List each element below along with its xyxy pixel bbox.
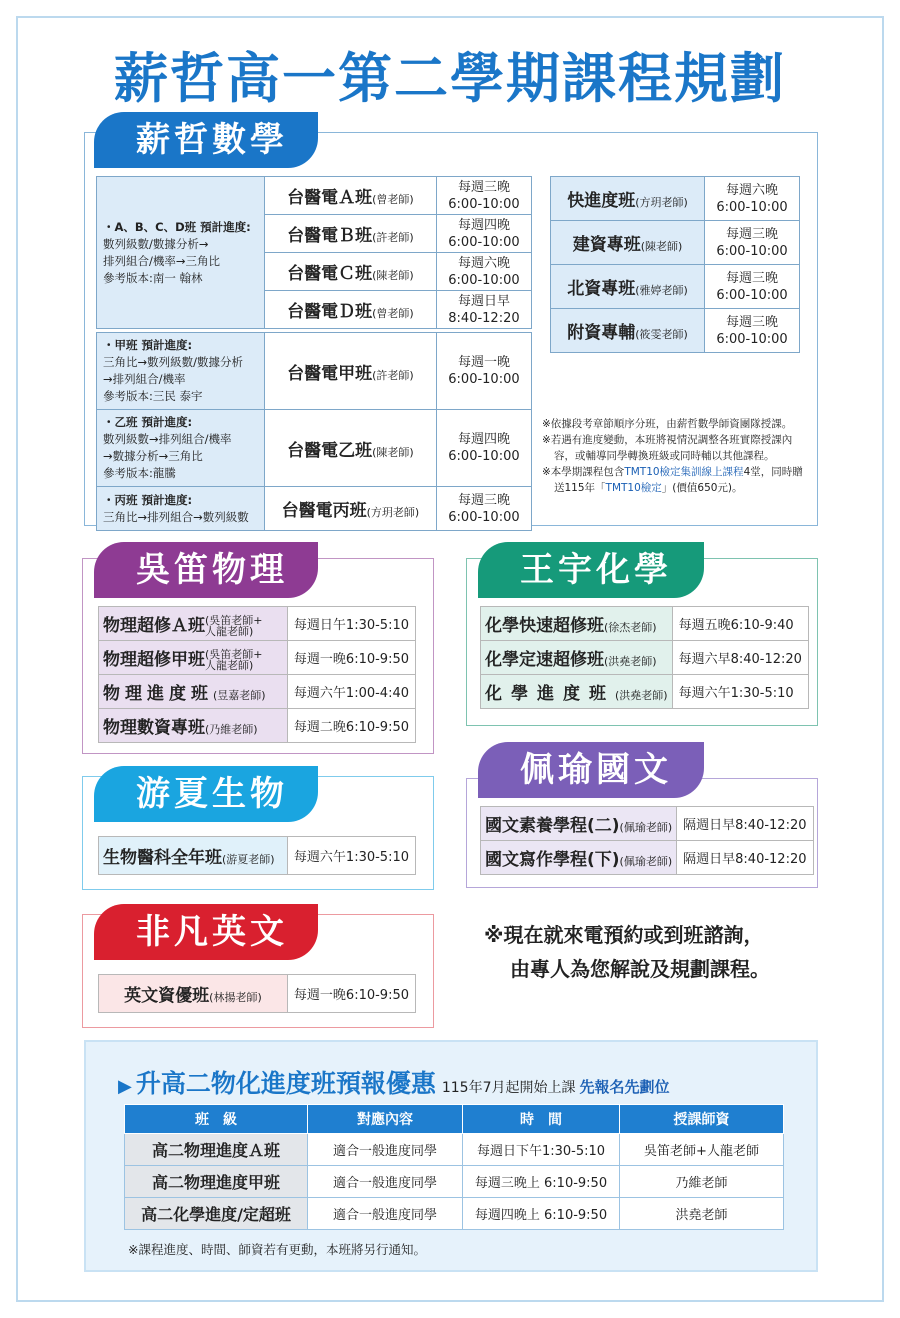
english-tab: 非凡英文 (94, 904, 318, 960)
class-name: 化學進度班(洪堯老師) (481, 675, 673, 709)
group2-line: 數列級數→排列組合/機率 (103, 432, 232, 446)
class-name: 台醫電甲班(許老師) (264, 333, 436, 410)
biology-table (98, 836, 416, 875)
group1-line: ・A、B、C、D班 預計進度: (103, 219, 251, 234)
math-group2-table (96, 332, 532, 531)
class-time: 每週三晚 6:00-10:00 (436, 177, 531, 215)
class-time: 每週三晚 6:00-10:00 (705, 265, 800, 309)
column-header: 班 級 (125, 1105, 308, 1134)
column-header: 對應內容 (308, 1105, 463, 1134)
physics-tab: 吳笛物理 (94, 542, 318, 598)
class-name: 物理超修Ａ班(吳笛老師+ 人龍老師) (99, 607, 288, 641)
group2-line: 參考版本:三民 泰宇 (103, 389, 203, 403)
class-time: 每週日早 8:40-12:20 (436, 291, 531, 329)
group2-line: ・乙班 預計進度: (103, 415, 193, 429)
group2-line: ・甲班 預計進度: (103, 338, 193, 352)
note-line: ※依據段考章節順序分班，由薪哲數學師資團隊授課。 (542, 418, 793, 430)
cell: 每週四晚上 6:10-9:50 (463, 1198, 620, 1230)
cell: 每週三晚上 6:10-9:50 (463, 1166, 620, 1198)
table-row (125, 1134, 784, 1166)
promo-table (124, 1104, 784, 1230)
cell: 高二化學進度/定超班 (125, 1198, 308, 1230)
class-name: 物理超修甲班(吳笛老師+ 人龍老師) (99, 641, 288, 675)
promo-highlight: 先報名先劃位 (579, 1078, 670, 1096)
table-row (125, 1198, 784, 1230)
cell: 乃維老師 (620, 1166, 784, 1198)
promo-note: ※課程進度、時間、師資若有更動，本班將另行通知。 (128, 1242, 426, 1257)
class-name: 附資專輔(筱雯老師) (551, 309, 705, 353)
math-special-table (550, 176, 800, 353)
class-time: 每週六晚 6:00-10:00 (705, 177, 800, 221)
class-name: 台醫電Ｃ班(陳老師) (264, 253, 436, 291)
class-time: 每週三晚 6:00-10:00 (705, 221, 800, 265)
triangle-icon: ▶ (118, 1076, 132, 1097)
class-name: 英文資優班(林揚老師) (99, 975, 288, 1013)
cell: 洪堯老師 (620, 1198, 784, 1230)
class-name: 台醫電丙班(方玥老師) (264, 487, 436, 531)
cell: 高二物理進度甲班 (125, 1166, 308, 1198)
english-table (98, 974, 416, 1013)
chemistry-tab: 王宇化學 (478, 542, 704, 598)
class-time: 每週一晚6:10-9:50 (287, 975, 415, 1013)
class-name: 物理進度班(昱嘉老師) (99, 675, 288, 709)
cell: 吳笛老師+人龍老師 (620, 1134, 784, 1166)
class-name: 生物醫科全年班(游夏老師) (99, 837, 288, 875)
class-time: 每週二晚6:10-9:50 (287, 709, 415, 743)
promo-header (118, 1064, 670, 1100)
chinese-tab: 佩瑜國文 (478, 742, 704, 798)
note-line: ※本學期課程包含TMT10檢定集訓線上課程4堂，同時贈送115年「TMT10檢定」(價值650元)。 (542, 466, 803, 494)
class-time: 每週六午1:00-4:40 (287, 675, 415, 709)
class-name: 國文素養學程(二)(佩瑜老師) (481, 807, 677, 841)
column-header: 時 間 (463, 1105, 620, 1134)
promo-title: 升高二物化進度班預報優惠 (135, 1069, 436, 1098)
cell: 適合一般進度同學 (308, 1134, 463, 1166)
cta-line: ※現在就來電預約或到班諮詢， (484, 923, 764, 947)
class-name: 北資專班(雅婷老師) (551, 265, 705, 309)
class-time: 隔週日早8:40-12:20 (677, 807, 813, 841)
class-time: 每週日午1:30-5:10 (287, 607, 415, 641)
class-name: 物理數資專班(乃維老師) (99, 709, 288, 743)
math-tab: 薪哲數學 (94, 112, 318, 168)
class-name: 台醫電Ａ班(曾老師) (264, 177, 436, 215)
class-name: 化學定速超修班(洪堯老師) (481, 641, 673, 675)
math-notes (542, 416, 812, 496)
class-time: 隔週日早8:40-12:20 (677, 841, 813, 875)
class-name: 台醫電乙班(陳老師) (264, 410, 436, 487)
page-title: 薪哲高一第二學期課程規劃 (114, 47, 786, 110)
biology-tab: 游夏生物 (94, 766, 318, 822)
group2-line: 參考版本:龍騰 (103, 466, 176, 480)
class-name: 快進度班(方玥老師) (551, 177, 705, 221)
physics-table (98, 606, 416, 743)
note-line: ※若遇有進度變動，本班將視情況調整各班實際授課內容，或輔導同學轉換班級或同時輔以其他課程。 (542, 434, 793, 462)
group2-line: →排列組合/機率 (103, 372, 186, 386)
cell: 高二物理進度Ａ班 (125, 1134, 308, 1166)
promo-subtitle: 115年7月起開始上課 (441, 1080, 576, 1096)
group1-line: 數列級數/數據分析→ (103, 236, 209, 251)
class-name: 台醫電Ｂ班(許老師) (264, 215, 436, 253)
class-time: 每週三晚 6:00-10:00 (705, 309, 800, 353)
class-time: 每週四晚 6:00-10:00 (436, 410, 531, 487)
group1-line: 排列組合/機率→三角比 (103, 253, 221, 268)
table-row (125, 1166, 784, 1198)
class-time: 每週一晚6:10-9:50 (287, 641, 415, 675)
class-time: 每週六午1:30-5:10 (287, 837, 415, 875)
class-name: 國文寫作學程(下)(佩瑜老師) (481, 841, 677, 875)
group2-line: 三角比→排列組合→數列級數 (103, 509, 249, 524)
class-name: 建資專班(陳老師) (551, 221, 705, 265)
class-time: 每週四晚 6:00-10:00 (436, 215, 531, 253)
class-time: 每週五晚6:10-9:40 (672, 607, 808, 641)
group2-line: 三角比→數列級數/數據分析 (103, 355, 244, 369)
class-time: 每週六早8:40-12:20 (672, 641, 808, 675)
class-time: 每週一晚 6:00-10:00 (436, 333, 531, 410)
chemistry-table (480, 606, 809, 709)
group1-line: 參考版本:南一 翰林 (103, 270, 203, 285)
cell: 每週日下午1:30-5:10 (463, 1134, 620, 1166)
class-time: 每週六午1:30-5:10 (672, 675, 808, 709)
call-to-action (484, 918, 770, 986)
class-time: 每週六晚 6:00-10:00 (436, 253, 531, 291)
class-time: 每週三晚 6:00-10:00 (436, 487, 531, 531)
column-header: 授課師資 (620, 1105, 784, 1134)
cta-line: 由專人為您解說及規劃課程。 (510, 957, 770, 981)
class-name: 台醫電Ｄ班(曾老師) (264, 291, 436, 329)
cell: 適合一般進度同學 (308, 1198, 463, 1230)
group2-line: ・丙班 預計進度: (103, 492, 193, 507)
math-group1-table (96, 176, 532, 329)
class-name: 化學快速超修班(徐杰老師) (481, 607, 673, 641)
group2-line: →數據分析→三角比 (103, 449, 203, 463)
chinese-table (480, 806, 814, 875)
cell: 適合一般進度同學 (308, 1166, 463, 1198)
